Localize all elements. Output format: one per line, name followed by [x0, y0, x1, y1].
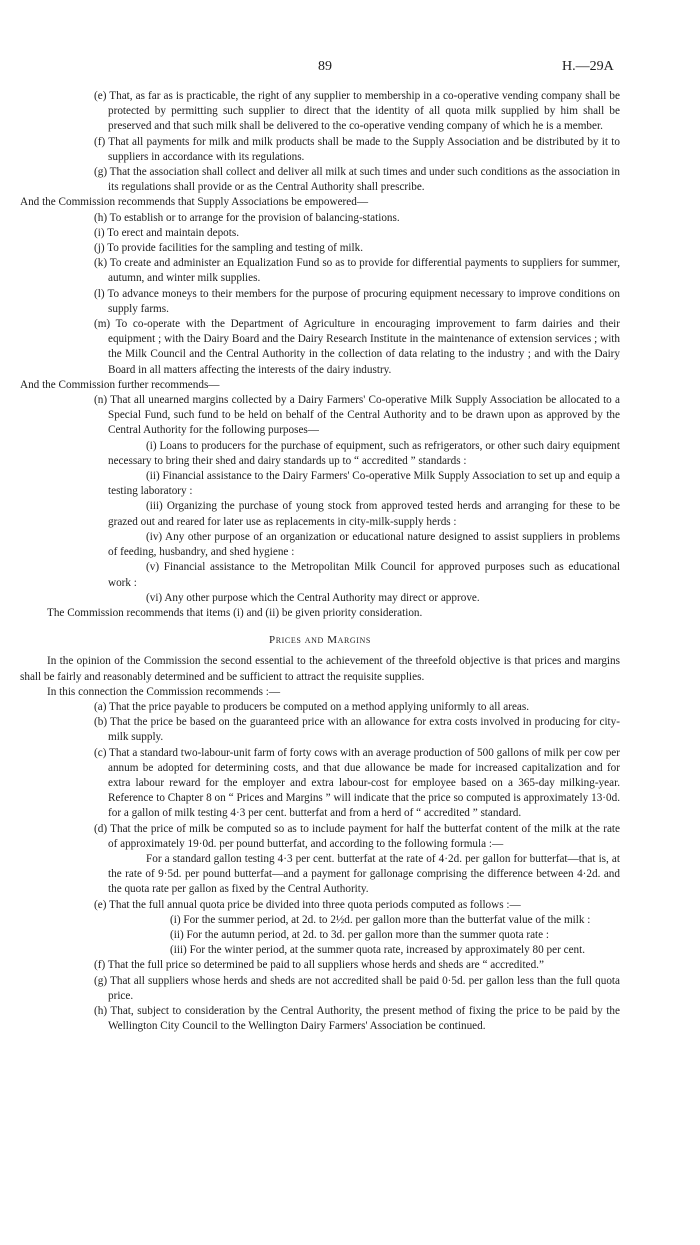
purpose-ii: (ii) Financial assistance to the Dairy Farmers' Co-operative Milk Supply Association to set up and equip a testing laboratory : — [108, 470, 620, 498]
prices-intro: In the opinion of the Commission the second essential to the achievement of the threefold objective is that prices and margins shall be fairly and reasonably determined and be sufficient to attract the requisite supplies. — [20, 655, 620, 683]
item-f: (f) That all payments for milk and milk products shall be made to the Supply Association and be distributed by it to suppliers in accordance with its regulations. — [94, 135, 620, 163]
item-e-quota: (e) That the full annual quota price be divided into three quota periods computed as follows :— — [94, 898, 521, 911]
period-summer: (i) For the summer period, at 2d. to 2½d. per gallon more than the butterfat value of the milk : — [170, 913, 591, 926]
butterfat-formula: For a standard gallon testing 4·3 per cent. butterfat at the rate of 4·2d. per gallon for butterfat—that is, at the rate of 9·5d. per pound butterfat—and a payment for gallonage comprising the difference between 4·2d. and the quota rate per gallon as fixed by the Central Authority. — [108, 852, 620, 896]
period-winter: (iii) For the winter period, at the summer quota rate, increased by approximately 80 per cent. — [170, 944, 586, 957]
period-autumn: (ii) For the autumn period, at 2d. to 3d. per gallon more than the summer quota rate : — [170, 928, 550, 941]
item-i: (i) To erect and maintain depots. — [94, 226, 240, 239]
item-h-price: (h) That, subject to consideration by the Central Authority, the present method of fixing the price to be paid by the Wellington City Council to the Wellington Dairy Farmers' Association be continued. — [94, 1004, 620, 1033]
page-body — [0, 89, 700, 1034]
item-n: (n) That all unearned margins collected by a Dairy Farmers' Co-operative Milk Supply Association be allocated to a Special Fund, such fund to be held on behalf of the Central Authority and to be drawn upon as approved by the Central Authority for the following purposes— — [94, 394, 620, 437]
prices-lead: In this connection the Commission recommends :— — [47, 685, 281, 698]
item-c: (c) That a standard two-labour-unit farm of forty cows with an average production of 500 gallons of milk per cow per annum be adopted for determining costs, and that due allowance be made for increased capitalization and for extra labour reward for the employer and extra labour-cost for employee based on a 365-day milking-year. Reference to Chapter 8 on “ Prices and Margins ” will indicate that the price so computed is approximately 13·0d. for a gallon of milk testing 4·3 per cent. butterfat and from a herd of “ accredited ” standard. — [94, 746, 620, 820]
purpose-v: (v) Financial assistance to the Metropolitan Milk Council for approved purposes such as educational work : — [108, 561, 620, 589]
section-heading: Prices and Margins — [269, 634, 371, 647]
purpose-iii: (iii) Organizing the purchase of young stock from approved tested herds and arranging for these to be grazed out and reared for later use as replacements in city-milk-supply herds : — [108, 500, 620, 528]
item-f-price: (f) That the full price so determined be paid to all suppliers whose herds and sheds are “ accredited.” — [94, 959, 544, 972]
document-reference: H.—29A — [562, 59, 614, 74]
purpose-vi: (vi) Any other purpose which the Central Authority may direct or approve. — [146, 591, 480, 604]
priority-statement: The Commission recommends that items (i) and (ii) be given priority consideration. — [47, 606, 423, 619]
item-g-price: (g) That all suppliers whose herds and sheds are not accredited shall be paid 0·5d. per gallon less than the full quota price. — [94, 974, 620, 1002]
item-d: (d) That the price of milk be computed so as to include payment for half the butterfat content of the milk at the rate of approximately 19·0d. per pound butterfat, and according to the following formula :— — [94, 822, 620, 850]
item-h: (h) To establish or to arrange for the provision of balancing-stations. — [94, 211, 400, 224]
item-e: (e) That, as far as is practicable, the right of any supplier to membership in a co-operative vending company shall be protected by permitting such supplier to direct that the identity of all quota milk supplied by him shall be preserved and that such milk shall be delivered to the co-operative vending company of which he is a member. — [94, 90, 620, 133]
empowered-lead: And the Commission recommends that Supply Associations be empowered— — [20, 196, 369, 209]
purpose-iv: (iv) Any other purpose of an organization or educational nature designed to assist suppliers in problems of feeding, husbandry, and shed hygiene : — [108, 530, 620, 559]
item-a: (a) That the price payable to producers be computed on a method applying uniformly to all areas. — [94, 700, 530, 713]
item-j: (j) To provide facilities for the sampling and testing of milk. — [94, 242, 364, 255]
further-lead: And the Commission further recommends— — [20, 378, 220, 391]
page-number: 89 — [318, 59, 332, 74]
purpose-i: (i) Loans to producers for the purchase of equipment, such as refrigerators, or other such dairy equipment necessary to bring their shed and dairy standards up to “ accredited ” standards : — [108, 439, 620, 467]
item-k: (k) To create and administer an Equalization Fund so as to provide for differential payments to suppliers for summer, autumn, and winter milk supplies. — [94, 257, 620, 285]
item-g: (g) That the association shall collect and deliver all milk at such times and under such conditions as the association in its regulations shall provide or as the Central Authority shall prescribe. — [94, 166, 620, 194]
item-l: (l) To advance moneys to their members for the purpose of procuring equipment necessary to improve conditions on supply farms. — [94, 287, 620, 315]
item-b: (b) That the price be based on the guaranteed price with an allowance for extra costs involved in producing for city-milk supply. — [94, 716, 620, 744]
item-m: (m) To co-operate with the Department of Agriculture in encouraging improvement to farm dairies and their equipment ; with the Dairy Board and the Dairy Research Institute in the maintenance of extension services ; with the Milk Council and the Central Authority in the collection of data relating to the industry ; and with the Dairy Board in all matters affecting the interests of the dairy industry. — [94, 318, 620, 376]
